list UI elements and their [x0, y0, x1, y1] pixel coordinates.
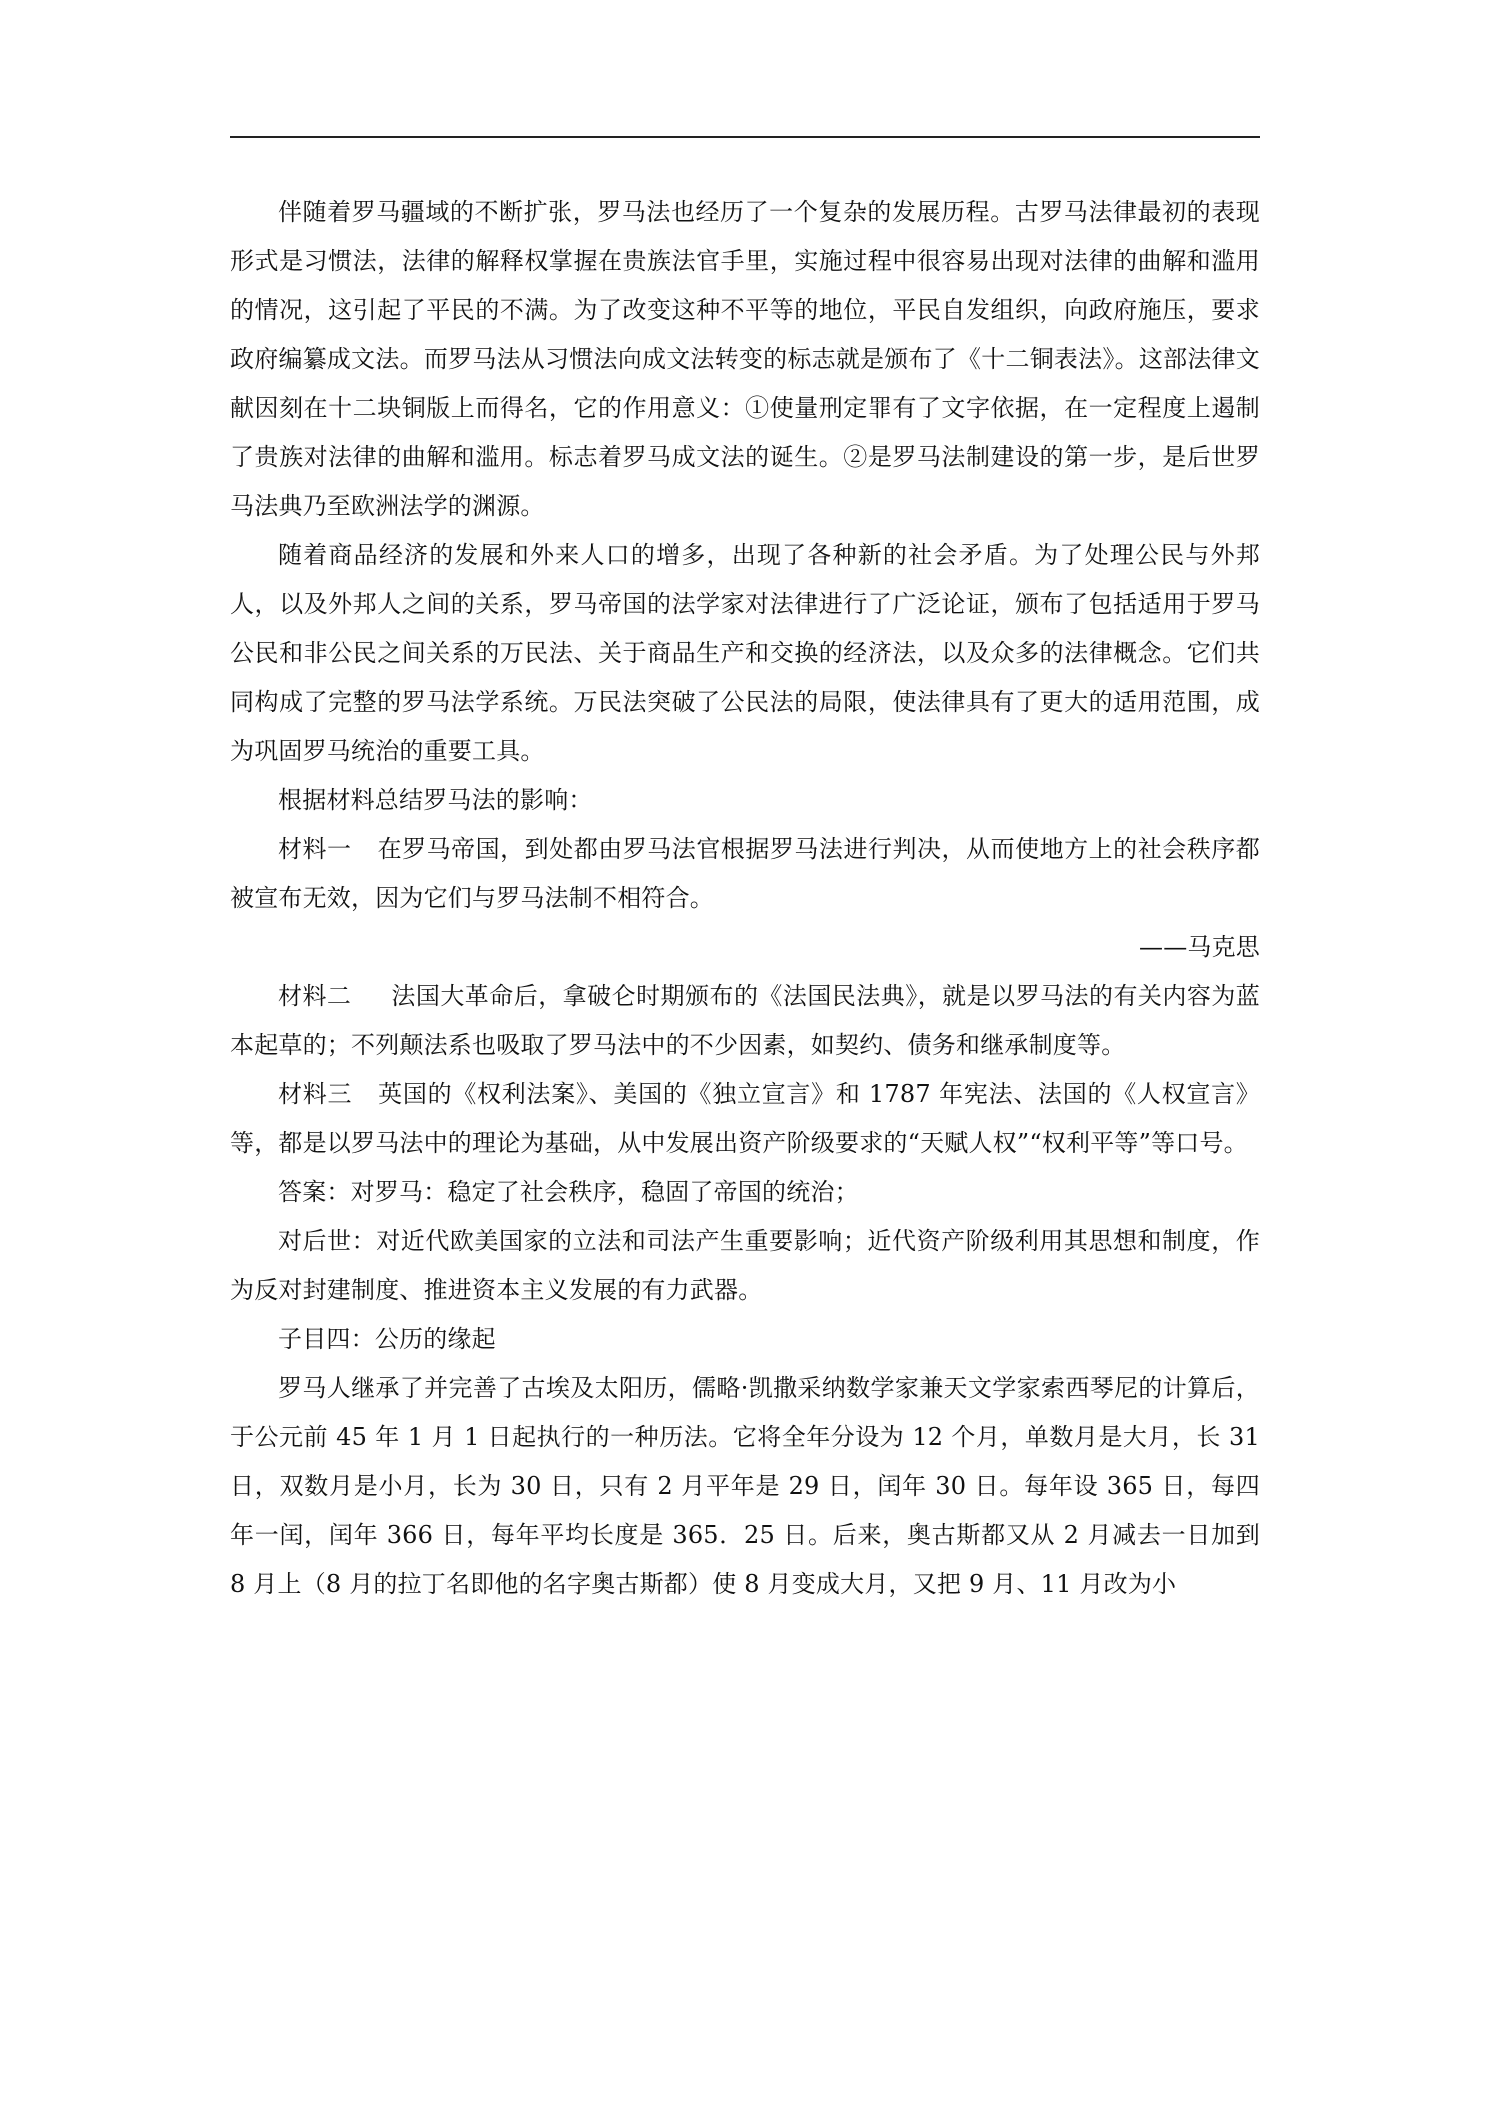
paragraph-law-of-nations: 随着商品经济的发展和外来人口的增多，出现了各种新的社会矛盾。为了处理公民与外邦人，以及外邦人之间的关系，罗马帝国的法学家对法律进行了广泛论证，颁布了包括适用于罗马公民和非公民之间关系的万民法、关于商品生产和交换的经济法，以及众多的法律概念。它们共同构成了完整的罗马法学系统。万民法突破了公民法的局限，使法律具有了更大的适用范围，成为巩固罗马统治的重要工具。 [230, 541, 1260, 765]
material-three-label: 材料三 [278, 1080, 353, 1108]
material-two-label: 材料二 [278, 982, 352, 1010]
material-two [230, 972, 1260, 1070]
material-one-source: ——马克思 [1139, 933, 1260, 961]
material-three-text: 英国的《权利法案》、美国的《独立宣言》和 1787 年宪法、法国的《人权宣言》等，都是以罗马法中的理论为基础，从中发展出资产阶级要求的“天赋人权”“权利平等”等口号。 [230, 1080, 1260, 1157]
header-rule [230, 136, 1260, 138]
material-one-text: 在罗马帝国，到处都由罗马法官根据罗马法进行判决，从而使地方上的社会秩序都被宣布无效，因为它们与罗马法制不相符合。 [230, 835, 1260, 912]
material-two-text: 法国大革命后，拿破仑时期颁布的《法国民法典》，就是以罗马法的有关内容为蓝本起草的；不列颠法系也吸取了罗马法中的不少因素，如契约、债务和继承制度等。 [230, 982, 1260, 1059]
paragraph-twelve-tables: 伴随着罗马疆域的不断扩张，罗马法也经历了一个复杂的发展历程。古罗马法律最初的表现形式是习惯法，法律的解释权掌握在贵族法官手里，实施过程中很容易出现对法律的曲解和滥用的情况，这引起了平民的不满。为了改变这种不平等的地位，平民自发组织，向政府施压，要求政府编纂成文法。而罗马法从习惯法向成文法转变的标志就是颁布了《十二铜表法》。这部法律文献因刻在十二块铜版上而得名，它的作用意义：①使量刑定罪有了文字依据，在一定程度上遏制了贵族对法律的曲解和滥用。标志着罗马成文法的诞生。②是罗马法制建设的第一步，是后世罗马法典乃至欧洲法学的渊源。 [230, 198, 1260, 520]
paragraph-julian-calendar: 罗马人继承了并完善了古埃及太阳历，儒略·凯撒采纳数学家兼天文学家索西琴尼的计算后，于公元前 45 年 1 月 1 日起执行的一种历法。它将全年分设为 12 个月，单数月是大月，长 31 日，双数月是小月，长为 30 日，只有 2 月平年是 29 日，闰年 30 日。每年设 365 日，每四年一闰，闰年 366 日，每年平均长度是 365．25 日。后来，奥古斯都又从 2 月减去一日加到 8 月上（8 月的拉丁名即他的名字奥古斯都）使 8 月变成大月，又把 9 月、11 月改为小 [230, 1374, 1260, 1598]
document-body [230, 188, 1260, 1609]
material-three [230, 1070, 1260, 1168]
material-one [230, 825, 1260, 923]
answer-rome: 答案：对罗马：稳定了社会秩序，稳固了帝国的统治； [278, 1178, 859, 1206]
answer-later-ages: 对后世：对近代欧美国家的立法和司法产生重要影响；近代资产阶级利用其思想和制度，作为反对封建制度、推进资本主义发展的有力武器。 [230, 1227, 1260, 1304]
material-one-label: 材料一 [278, 835, 352, 863]
question-prompt: 根据材料总结罗马法的影响： [278, 786, 593, 814]
subheading-calendar: 子目四：公历的缘起 [278, 1325, 496, 1353]
